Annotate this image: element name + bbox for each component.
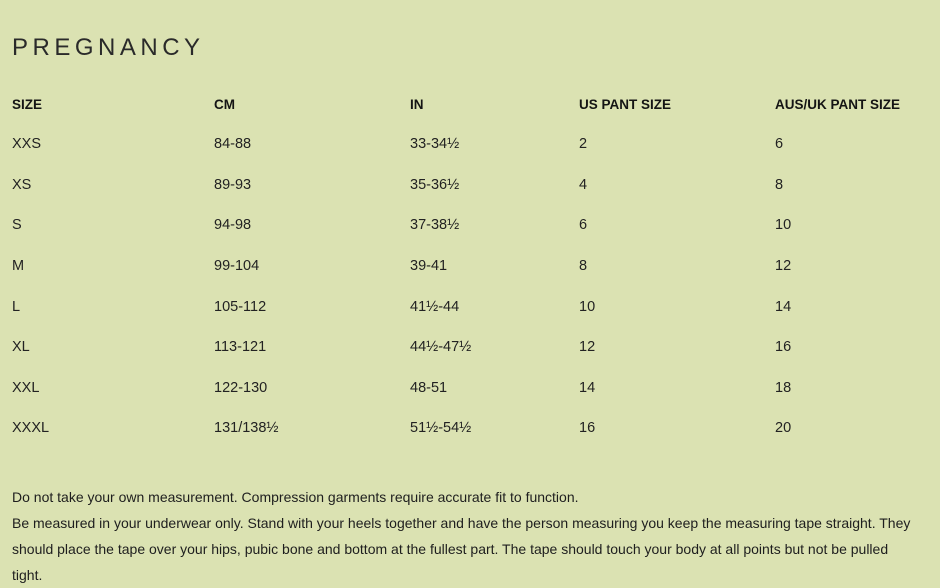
cell-in: 37-38½ [410, 217, 460, 234]
measurement-notes [12, 484, 912, 588]
cell-in: 48-51 [410, 379, 448, 396]
header-in: IN [410, 96, 424, 112]
cell-aus-uk-pant-size: 20 [775, 420, 792, 437]
cell-cm: 89-93 [214, 176, 252, 193]
cell-in: 39-41 [410, 258, 448, 275]
cell-aus-uk-pant-size: 6 [775, 136, 784, 153]
cell-us-pant-size: 4 [579, 176, 588, 193]
table-row [12, 327, 930, 368]
cell-aus-uk-pant-size: 14 [775, 298, 792, 315]
table-row [12, 165, 930, 206]
cell-in: 33-34½ [410, 136, 460, 153]
cell-aus-uk-pant-size: 12 [775, 258, 792, 275]
cell-us-pant-size: 6 [579, 217, 588, 234]
cell-aus-uk-pant-size: 10 [775, 217, 792, 234]
cell-us-pant-size: 12 [579, 339, 596, 356]
cell-aus-uk-pant-size: 18 [775, 379, 792, 396]
cell-in: 35-36½ [410, 176, 460, 193]
cell-cm: 113-121 [214, 339, 267, 356]
cell-cm: 131/138½ [214, 420, 279, 437]
size-chart-table [12, 84, 930, 449]
header-size: SIZE [12, 96, 43, 112]
cell-cm: 122-130 [214, 379, 268, 396]
cell-us-pant-size: 8 [579, 258, 588, 275]
cell-size: S [12, 217, 22, 234]
cell-size: XL [12, 339, 30, 356]
header-cm: CM [214, 96, 235, 112]
cell-in: 41½-44 [410, 298, 460, 315]
cell-in: 51½-54½ [410, 420, 472, 437]
cell-size: M [12, 258, 25, 275]
table-row [12, 368, 930, 409]
header-us-pant-size: US PANT SIZE [579, 96, 672, 112]
cell-cm: 94-98 [214, 217, 252, 234]
table-row [12, 205, 930, 246]
table-row [12, 408, 930, 449]
cell-aus-uk-pant-size: 16 [775, 339, 792, 356]
cell-cm: 105-112 [214, 298, 267, 315]
table-row [12, 246, 930, 287]
note-line-2: Be measured in your underwear only. Stand with your heels together and have the person measuring you keep the measuring tape straight. They should place the tape over your hips, pubic bone and bottom at the fullest part. The tape should touch your body at all points but not be pulled tight. [12, 515, 911, 583]
note-line-1: Do not take your own measurement. Compression garments require accurate fit to function. [12, 489, 579, 505]
cell-size: XXXL [12, 420, 50, 437]
cell-us-pant-size: 16 [579, 420, 596, 437]
cell-us-pant-size: 2 [579, 136, 588, 153]
header-aus-uk-pant-size: AUS/UK PANT SIZE [775, 96, 901, 112]
table-header-row [12, 84, 930, 124]
cell-size: XS [12, 176, 32, 193]
cell-aus-uk-pant-size: 8 [775, 176, 784, 193]
cell-size: L [12, 298, 21, 315]
cell-cm: 84-88 [214, 136, 252, 153]
table-row [12, 286, 930, 327]
cell-us-pant-size: 10 [579, 298, 596, 315]
cell-us-pant-size: 14 [579, 379, 596, 396]
cell-size: XXS [12, 136, 42, 153]
table-row [12, 124, 930, 165]
cell-cm: 99-104 [214, 258, 260, 275]
page-title: PREGNANCY [12, 34, 205, 61]
cell-size: XXL [12, 379, 40, 396]
cell-in: 44½-47½ [410, 339, 472, 356]
